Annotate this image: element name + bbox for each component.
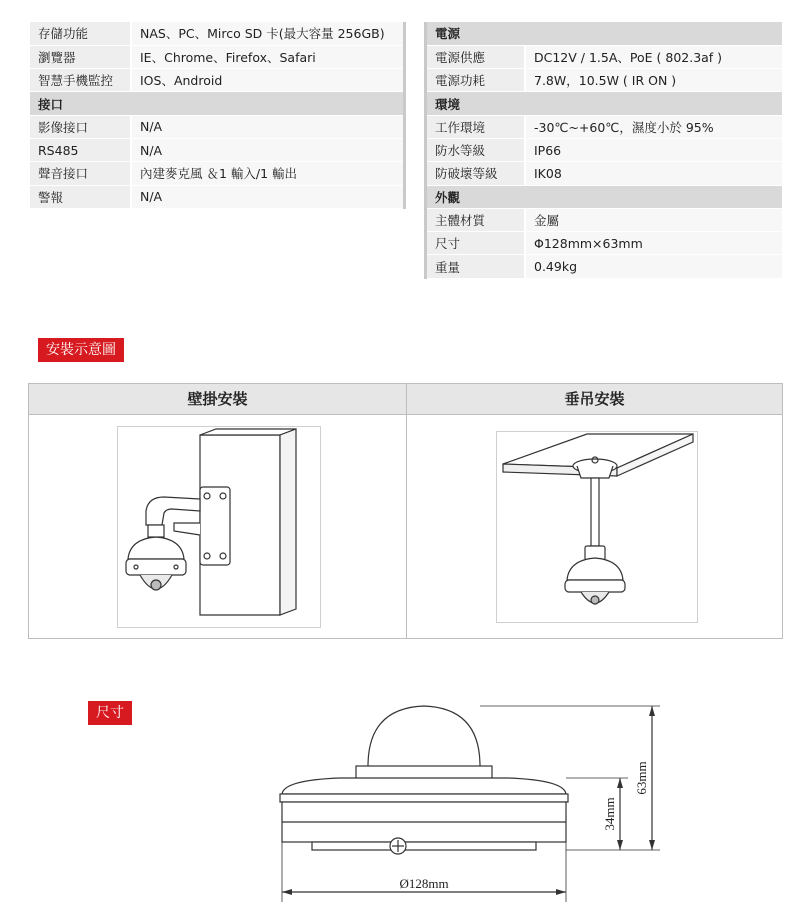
panel-divider	[406, 384, 407, 638]
spec-row	[30, 115, 405, 138]
diameter-label: Ø128mm	[399, 876, 449, 891]
spec-section-header	[426, 22, 783, 45]
spec-value: N/A	[131, 138, 405, 161]
spec-row	[30, 138, 405, 161]
spec-label: 智慧手機監控	[30, 69, 131, 92]
spec-label: 聲音接口	[30, 162, 131, 185]
spec-row	[30, 185, 405, 208]
spec-table-right	[424, 22, 782, 279]
spec-value: 7.8W，10.5W ( IR ON )	[525, 69, 782, 92]
spec-section-header	[426, 92, 783, 115]
spec-value: -30℃~+60℃，濕度小於 95%	[525, 115, 782, 138]
spec-row	[426, 255, 783, 278]
spec-value: N/A	[131, 185, 405, 208]
installation-diagram-panel	[28, 383, 783, 639]
spec-row	[30, 45, 405, 68]
spec-value: N/A	[131, 115, 405, 138]
spec-value: IOS、Android	[131, 69, 405, 92]
ceiling-mount-title: 垂吊安裝	[407, 384, 782, 415]
section-title: 外觀	[426, 185, 783, 208]
wall-mount-title: 壁掛安裝	[29, 384, 406, 415]
spec-row	[426, 232, 783, 255]
spec-row	[426, 162, 783, 185]
spec-row	[426, 208, 783, 231]
spec-value: IP66	[525, 138, 782, 161]
spec-table-left	[30, 22, 406, 209]
spec-value: DC12V / 1.5A、PoE ( 802.3af )	[525, 45, 782, 68]
spec-row	[426, 69, 783, 92]
spec-label: 警報	[30, 185, 131, 208]
spec-value: 0.49kg	[525, 255, 782, 278]
spec-value: Φ128mm×63mm	[525, 232, 782, 255]
spec-row	[426, 115, 783, 138]
spec-row	[30, 22, 405, 45]
spec-value: NAS、PC、Mirco SD 卡(最大容量 256GB)	[131, 22, 405, 45]
installation-tag: 安裝示意圖	[38, 338, 124, 362]
section-title: 電源	[426, 22, 783, 45]
spec-label: 存儲功能	[30, 22, 131, 45]
spec-label: 防水等級	[426, 138, 526, 161]
total-height-label: 63mm	[634, 761, 649, 795]
spec-label: 電源供應	[426, 45, 526, 68]
spec-value: 金屬	[525, 208, 782, 231]
spec-label: 工作環境	[426, 115, 526, 138]
spec-value: 內建麥克風 ＆1 輸入/1 輸出	[131, 162, 405, 185]
spec-value: IK08	[525, 162, 782, 185]
base-height-label: 34mm	[602, 797, 617, 831]
spec-label: 主體材質	[426, 208, 526, 231]
wall-mount-illustration	[117, 426, 321, 628]
spec-label: 尺寸	[426, 232, 526, 255]
spec-label: 瀏覽器	[30, 45, 131, 68]
spec-label: 防破壞等級	[426, 162, 526, 185]
spec-row	[426, 138, 783, 161]
spec-label: 影像接口	[30, 115, 131, 138]
spec-label: 重量	[426, 255, 526, 278]
section-title: 接口	[30, 92, 405, 115]
spec-value: IE、Chrome、Firefox、Safari	[131, 45, 405, 68]
dimension-drawing	[0, 690, 800, 908]
spec-section-header	[426, 185, 783, 208]
ceiling-mount-illustration	[496, 431, 698, 623]
spec-row	[30, 69, 405, 92]
spec-row	[426, 45, 783, 68]
spec-section-header	[30, 92, 405, 115]
spec-label: RS485	[30, 138, 131, 161]
dimension-tag: 尺寸	[88, 701, 132, 725]
section-title: 環境	[426, 92, 783, 115]
spec-label: 電源功耗	[426, 69, 526, 92]
spec-row	[30, 162, 405, 185]
